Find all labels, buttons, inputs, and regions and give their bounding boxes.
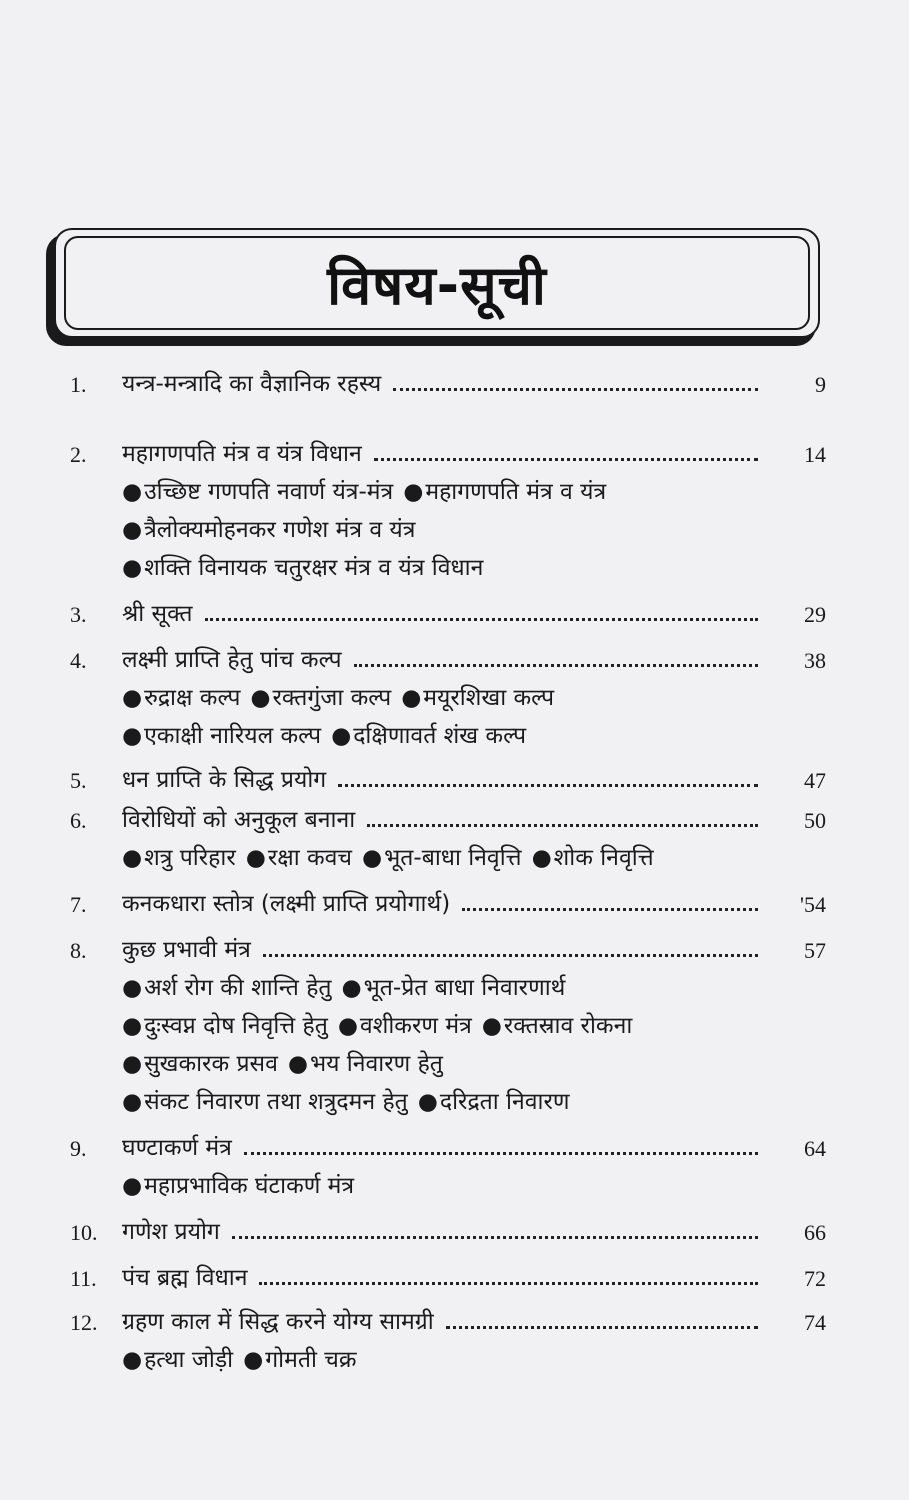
toc-subtopic: [122, 1046, 278, 1078]
dot-leader: [367, 824, 758, 827]
toc-subtopic-label: भय निवारण हेतु: [309, 1051, 443, 1077]
page-title: विषय-सूची: [327, 254, 547, 317]
bullet-icon: ●: [331, 723, 352, 749]
toc-entry-title: यन्त्र-मन्त्रादि का वैज्ञानिक रहस्य: [122, 371, 382, 397]
toc-entry-page: 9: [815, 372, 826, 397]
toc-entry: [70, 926, 826, 964]
toc-entry-title: ग्रहण काल में सिद्ध करने योग्य सामग्री: [122, 1309, 434, 1335]
toc-entry-number: 6.: [70, 808, 87, 833]
toc-subtopic-line: [122, 1336, 822, 1374]
toc-entry-title: पंच ब्रह्म विधान: [122, 1265, 248, 1291]
toc-subtopic-label: रक्तगुंजा कल्प: [272, 685, 392, 711]
title-frame-outer: [54, 228, 820, 338]
toc-entry-page: 66: [804, 1220, 826, 1245]
toc-entry-page: 29: [804, 602, 826, 627]
toc-subtopic: [122, 970, 332, 1002]
toc-entry: [70, 430, 826, 468]
toc-subtopic-label: वशीकरण मंत्र: [359, 1013, 472, 1039]
dot-leader: [393, 388, 758, 391]
bullet-icon: ●: [122, 723, 143, 749]
bullet-icon: ●: [122, 555, 143, 581]
bullet-icon: ●: [122, 479, 143, 505]
toc-entry-number: 4.: [70, 648, 87, 673]
dot-leader: [446, 1326, 758, 1329]
toc-entry: [70, 1208, 826, 1246]
toc-subtopic: [122, 474, 393, 506]
toc-entry: [70, 1124, 826, 1162]
toc-subtopic-label: महाप्रभाविक घंटाकर्ण मंत्र: [144, 1173, 355, 1199]
bullet-icon: ●: [122, 1173, 143, 1199]
toc-subtopic-label: महागणपति मंत्र व यंत्र: [425, 479, 607, 505]
toc-entry: [70, 1254, 826, 1292]
toc-subtopic-label: संकट निवारण तथा शत्रुदमन हेतु: [144, 1089, 408, 1115]
toc-subtopic: [122, 512, 415, 544]
toc-subtopic-label: हत्था जोड़ी: [144, 1347, 234, 1373]
bullet-icon: ●: [287, 1051, 308, 1077]
toc-entry-number: 1.: [70, 372, 87, 397]
toc-subtopic-line: [122, 1162, 822, 1200]
toc-subtopic-label: रुद्राक्ष कल्प: [144, 685, 241, 711]
toc-entry-page: 50: [804, 808, 826, 833]
toc-subtopic-label: रक्षा कवच: [267, 845, 353, 871]
toc-subtopic: [342, 970, 566, 1002]
title-frame: [46, 228, 824, 348]
toc-subtopic-line: [122, 544, 822, 582]
toc-subtopic-label: दरिद्रता निवारण: [439, 1089, 570, 1115]
toc-entry-title: कनकधारा स्तोत्र (लक्ष्मी प्राप्ति प्रयोगार्थ): [122, 891, 451, 917]
bullet-icon: ●: [245, 845, 266, 871]
toc-entry-title: कुछ प्रभावी मंत्र: [122, 937, 251, 963]
bullet-icon: ●: [122, 517, 143, 543]
toc-subtopic-label: अर्श रोग की शान्ति हेतु: [144, 975, 332, 1001]
toc-subtopic: [122, 680, 240, 712]
toc-subtopic-label: त्रैलोक्यमोहनकर गणेश मंत्र व यंत्र: [144, 517, 416, 543]
bullet-icon: ●: [122, 1013, 143, 1039]
toc-entry: [70, 756, 826, 794]
toc-entry-page: 64: [804, 1136, 826, 1161]
dot-leader: [374, 458, 758, 461]
toc-subtopic-line: [122, 674, 822, 712]
bullet-icon: ●: [243, 1347, 264, 1373]
toc-subtopic: [122, 1342, 233, 1374]
toc-entry-title: धन प्राप्ति के सिद्ध प्रयोग: [122, 767, 327, 793]
toc-subtopic: [122, 1168, 354, 1200]
toc-entry-title: गणेश प्रयोग: [122, 1219, 220, 1245]
toc-subtopic-label: दक्षिणावर्त शंख कल्प: [353, 723, 527, 749]
toc-entry-number: 2.: [70, 442, 87, 467]
bullet-icon: ●: [401, 685, 422, 711]
bullet-icon: ●: [403, 479, 424, 505]
toc-subtopic: [532, 840, 654, 872]
toc-subtopic: [482, 1008, 633, 1040]
toc-subtopic-label: एकाक्षी नारियल कल्प: [144, 723, 322, 749]
toc-subtopic-label: दुःस्वप्न दोष निवृत्ति हेतु: [144, 1013, 328, 1039]
toc-subtopic-label: भूत-प्रेत बाधा निवारणार्थ: [363, 975, 566, 1001]
toc-subtopic-label: सुखकारक प्रसव: [144, 1051, 278, 1077]
toc-entry: [70, 636, 826, 674]
toc-subtopic-line: [122, 964, 822, 1002]
toc-entry-page: 74: [804, 1310, 826, 1335]
toc-subtopic-line: [122, 834, 822, 872]
toc-subtopic-line: [122, 506, 822, 544]
toc-subtopic: [122, 718, 321, 750]
toc-entry-number: 3.: [70, 602, 87, 627]
toc-entry-number: 7.: [70, 892, 87, 917]
toc-subtopic-line: [122, 1040, 822, 1078]
dot-leader: [205, 618, 758, 621]
toc-subtopic: [250, 680, 391, 712]
dot-leader: [263, 954, 758, 957]
toc-subtopic: [338, 1008, 472, 1040]
toc-entry-page: 57: [804, 938, 826, 963]
toc-subtopic: [246, 840, 352, 872]
toc-subtopic: [122, 1084, 408, 1116]
toc-entry-page: 14: [804, 442, 826, 467]
bullet-icon: ●: [362, 845, 383, 871]
toc-entry-number: 5.: [70, 768, 87, 793]
toc-subtopic: [288, 1046, 443, 1078]
bullet-icon: ●: [341, 975, 362, 1001]
toc-entry-number: 10.: [70, 1220, 98, 1245]
toc-entry: [70, 590, 826, 628]
title-frame-inner: [64, 236, 810, 330]
toc-subtopic: [401, 680, 554, 712]
toc-entry: [70, 796, 826, 834]
toc-subtopic-line: [122, 1002, 822, 1040]
toc-entry-number: 12.: [70, 1310, 98, 1335]
dot-leader: [232, 1236, 758, 1239]
toc-entry-number: 9.: [70, 1136, 87, 1161]
toc-subtopic-label: मयूरशिखा कल्प: [423, 685, 555, 711]
bullet-icon: ●: [122, 845, 143, 871]
bullet-icon: ●: [250, 685, 271, 711]
toc-subtopic-label: गोमती चक्र: [265, 1347, 357, 1373]
toc-entry-page: 38: [804, 648, 826, 673]
toc-entry-page: 72: [804, 1266, 826, 1291]
toc-entry-title: महागणपति मंत्र व यंत्र विधान: [122, 441, 362, 467]
toc-entry: [70, 360, 826, 398]
dot-leader: [244, 1152, 758, 1155]
dot-leader: [338, 784, 758, 787]
toc-entry-title: घण्टाकर्ण मंत्र: [122, 1135, 232, 1161]
dot-leader: [354, 664, 758, 667]
toc-subtopic-label: भूत-बाधा निवृत्ति: [384, 845, 522, 871]
toc-entry: [70, 1298, 826, 1336]
bullet-icon: ●: [481, 1013, 502, 1039]
bullet-icon: ●: [337, 1013, 358, 1039]
bullet-icon: ●: [417, 1089, 438, 1115]
toc-entry: [70, 880, 826, 918]
toc-subtopic: [122, 550, 483, 582]
toc-subtopic: [362, 840, 522, 872]
bullet-icon: ●: [122, 1051, 143, 1077]
toc-subtopic-label: शत्रु परिहार: [144, 845, 236, 871]
toc-subtopic: [418, 1084, 570, 1116]
toc-entry-number: 11.: [70, 1266, 97, 1291]
bullet-icon: ●: [122, 1089, 143, 1115]
dot-leader: [462, 908, 758, 911]
toc-entry-page: 47: [804, 768, 826, 793]
bullet-icon: ●: [122, 1347, 143, 1373]
toc-subtopic-line: [122, 1078, 822, 1116]
toc-entry-title: लक्ष्मी प्राप्ति हेतु पांच कल्प: [122, 647, 342, 673]
bullet-icon: ●: [531, 845, 552, 871]
dot-leader: [259, 1282, 758, 1285]
toc-subtopic-label: उच्छिष्ट गणपति नवार्ण यंत्र-मंत्र: [144, 479, 394, 505]
toc-subtopic: [331, 718, 526, 750]
toc-subtopic: [403, 474, 606, 506]
bullet-icon: ●: [122, 685, 143, 711]
bullet-icon: ●: [122, 975, 143, 1001]
toc-subtopic-line: [122, 712, 822, 750]
toc-entry-page: '54: [800, 892, 826, 917]
toc-entry-number: 8.: [70, 938, 87, 963]
toc-entry-title: विरोधियों को अनुकूल बनाना: [122, 807, 356, 833]
toc-subtopic: [243, 1342, 356, 1374]
toc-entry-title: श्री सूक्त: [122, 601, 193, 627]
toc-subtopic-line: [122, 468, 822, 506]
toc-subtopic: [122, 840, 236, 872]
toc-subtopic-label: शक्ति विनायक चतुरक्षर मंत्र व यंत्र विधान: [144, 555, 484, 581]
toc-subtopic: [122, 1008, 328, 1040]
toc-subtopic-label: रक्तस्राव रोकना: [503, 1013, 633, 1039]
toc-subtopic-label: शोक निवृत्ति: [553, 845, 654, 871]
